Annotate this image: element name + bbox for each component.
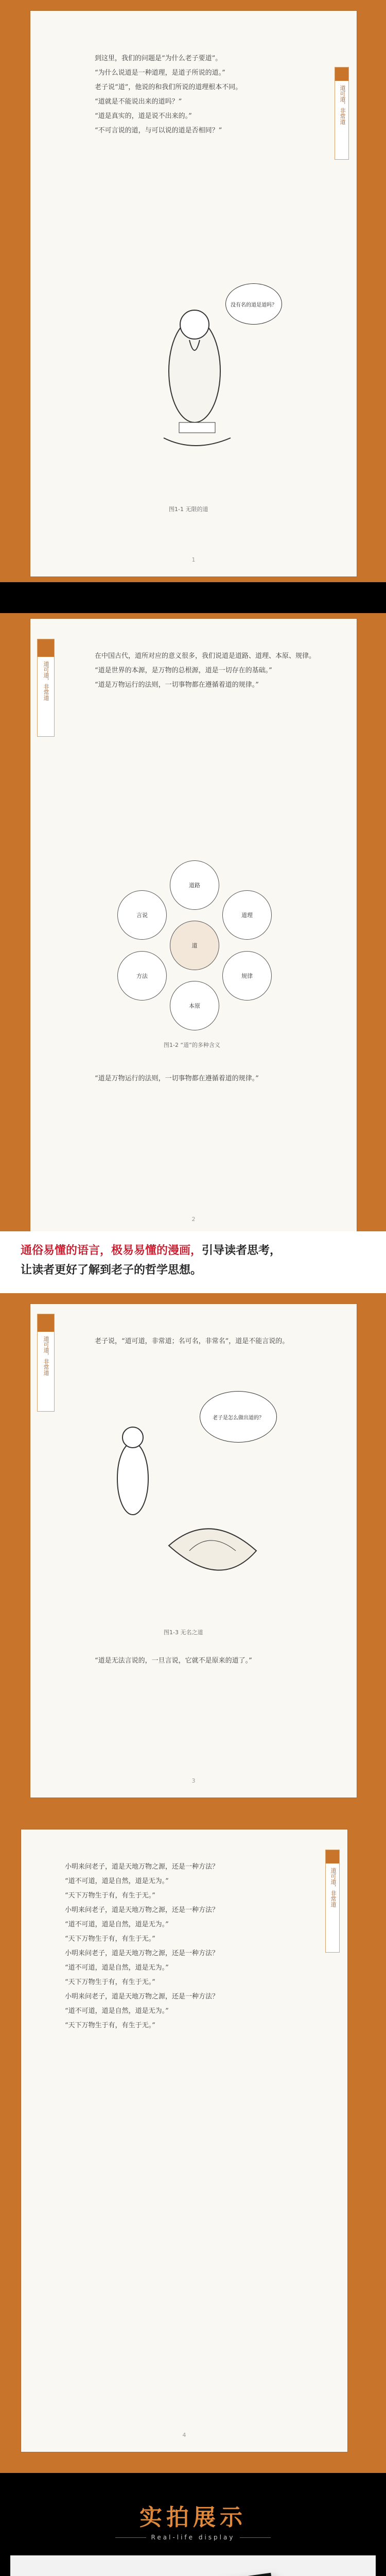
book-spread-section-2 (0, 1808, 386, 2473)
photo-section-subtitle: Real-life display (151, 2534, 235, 2541)
book-page-4 (21, 1829, 348, 2452)
figure-caption: 图1-2 “道”的多种含义 (164, 1042, 220, 1048)
page-number: 1 (191, 556, 196, 563)
photo-book-cover (10, 2555, 376, 2576)
chapter-tab: 道可道，非常道 (325, 1850, 340, 1953)
page-1-text: 到这里，我们的问题是“为什么老子要道”。 “为什么说道是一种道理，是道子所说的道。” 老子说“道”，他说的和我们所说的道理根本不同。 “道就是不能说出来的道吗？” “道是真实的，道是说不出来的。” “不可言说的道，与可以说的道是否相同？” (95, 55, 242, 134)
page-number: 2 (191, 1216, 196, 1223)
speech-bubble: 老子是怎么做出道的？ (200, 1391, 277, 1443)
illustration-sage (133, 278, 287, 495)
flower-center: 道 (170, 921, 219, 970)
flower-petal: 言说 (117, 890, 167, 940)
page-2-text-bottom: “道是万物运行的法则，一切事物都在遵循着道的规律。” (95, 1075, 259, 1082)
page-2-text: 在中国古代，道所对应的意义很多，我们说道是道路、道理、本原、规律。 “道是世界的本源，是万物的总根源，道是一切存在的基础。” “道是万物运行的法则，一切事物都在遵循着道的规律。” (95, 652, 316, 689)
flower-petal: 本原 (170, 981, 219, 1030)
figure-caption: 图1-1 无限的道 (169, 506, 208, 513)
page-number: 4 (182, 2432, 186, 2438)
flower-petal: 道路 (170, 860, 219, 910)
page-4-text: 小明来问老子，道是天地万物之源，还是一种方法？ “道不可道，道是自然，道是无为。” “天下万物生于有，有生于无。” 小明来问老子，道是天地万物之源，还是一种方法？ “道不可道，道是自然，道是无为。” “天下万物生于有，有生于无。” 小明来问老子，道是天地万物之源，还是一种方法？ “道不可道，道是自然，道是无为。” “天下万物生于有，有生于无。” 小明来问老子，道是天地万物之源，还是一种方法？ “道不可道，道是自然，道是无为。” “天下万物生于有，有生于无。” (65, 1863, 219, 2029)
book-cover (57, 2573, 313, 2576)
chapter-tab-left: 道可道，非常道 (37, 639, 55, 737)
flower-petal: 方法 (117, 951, 167, 1001)
page-number: 3 (191, 1777, 196, 1784)
flower-petal: 道理 (222, 890, 272, 940)
figure-caption: 图1-3 无名之道 (164, 1629, 203, 1636)
speech-bubble: 没有名的道是道吗？ (225, 283, 282, 325)
page-3-text: 老子说，“道可道，非常道；名可名，非常名”，道是不能言说的。 (95, 1337, 289, 1345)
book-page-1 (30, 10, 357, 577)
chapter-tab: 道可道，非常道 (335, 67, 349, 160)
flower-petal: 规律 (222, 951, 272, 1001)
page-3-text-bottom: “道是无法言说的，一旦言说，它就不是原来的道了。” (95, 1657, 252, 1665)
chapter-tab-left: 道可道，非常道 (37, 1314, 55, 1412)
illustration-dao (86, 1376, 313, 1618)
photo-section-title: 实拍展示 (139, 2504, 247, 2531)
photo-section-heading (0, 2499, 386, 2541)
book-page-3 (30, 1303, 357, 1798)
dao-flower-diagram (112, 860, 277, 1030)
book-page-2 (30, 618, 357, 1236)
section-caption-strip: 通俗易懂的语言，极易易懂的漫画，引导读者思考， 让读者更好了解到老子的哲学思想。 (0, 1231, 386, 1293)
